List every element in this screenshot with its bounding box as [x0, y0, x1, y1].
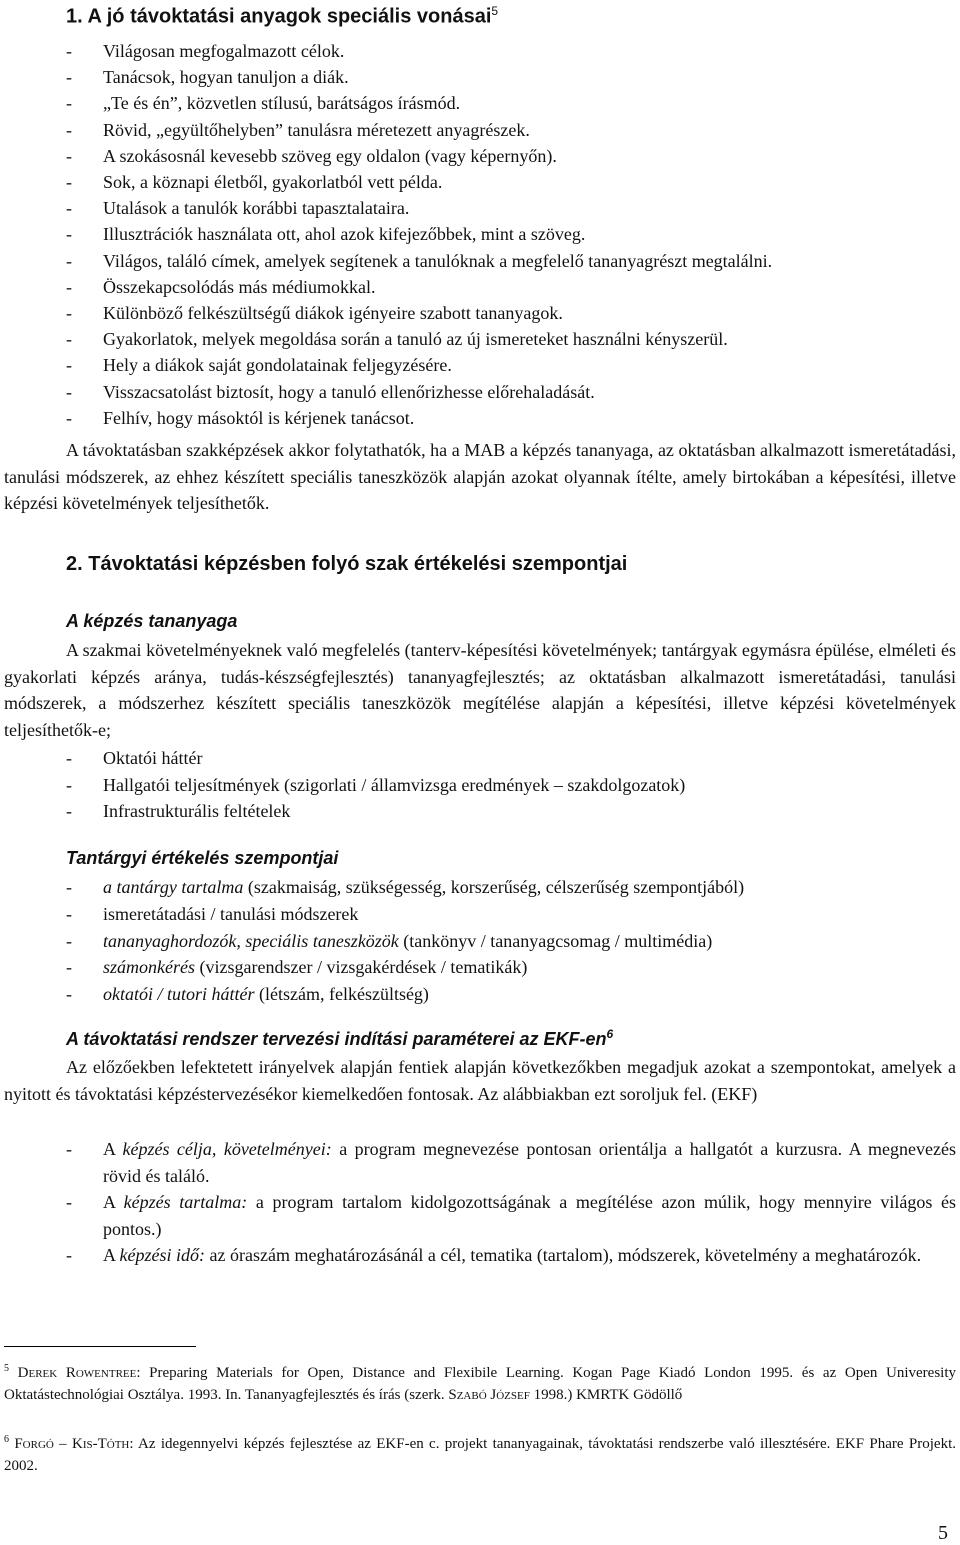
tananyag-paragraph: A szakmai követelményeknek való megfelelés (tanterv-képesítési követelmények; tantárgyak egymásra épülése, elméleti és gyakorlati képzés aránya, tudás-készségfejlesztés) tananyagfejlesztés; az oktatásban alkalmazott ismeretátadási, tanulási módszerek, a módszerhez készített speciális taneszközök megítélése alapján a képesítési, illetve képzési követelmények teljesíthetők-e; [4, 640, 956, 740]
list-item: - Világos, találó címek, amelyek segítenek a tanulóknak a megfelelő tananyagrészt megtalálni. [66, 250, 773, 271]
section-1-heading: 1. A jó távoktatási anyagok speciális vonásai$^5$ [66, 4, 499, 28]
footnote-divider [4, 1346, 196, 1347]
ekf-paragraph: Az előzőekben lefektetett irányelvek alapján fentiek alapján következőkben megadjuk azokat a szempontokat, amelyek a nyitott és távoktatási képzéstervezésékor kiemelkedően fontosak. Az alábbiakban ezt soroljuk fel. (EKF) [4, 1057, 956, 1104]
list-item: - Hely a diákok saját gondolatainak feljegyzésére. [66, 355, 452, 376]
footnote-ref-6[interactable]: 6 [606, 1027, 614, 1041]
list-item: - Világosan megfogalmazott célok. [66, 41, 345, 61]
tananyag-list [66, 745, 956, 825]
footnote-5: $^5$ Derek Rowentree: Preparing Materials for Open, Distance and Flexibile Learning. Kogan Page Kiadó London 1995. és az Open Univeresity Oktatástechnológiai Osztálya. 1993. In. Tananyagfejlesztés és írás (szerk. Szabó József 1998.) KMRTK Gödöllő [4, 1363, 957, 1403]
list-item: - Gyakorlatok, melyek megoldása során a tanuló az új ismereteket használni kényszerül. [66, 329, 728, 350]
list-item: - oktatói / tutori háttér (létszám, felkészültség) [66, 984, 429, 1005]
subheading-tananyag: A képzés tananyaga [66, 611, 238, 631]
list-item: - A képzés célja, követelményei: a program megnevezése pontosan orientálja a hallgatót a kurzusra. A megnevezés rövid és találó. [66, 1139, 956, 1186]
list-item: - tananyaghordozók, speciális taneszközök (tankönyv / tananyagcsomag / multimédia) [66, 930, 713, 951]
list-item: - „Te és én”, közvetlen stílusú, barátságos írásmód. [66, 93, 461, 114]
subheading-tantargyi: Tantárgyi értékelés szempontjai [66, 848, 339, 868]
footnote-6: $^6$ Forgó – Kis-Tóth: Az idegennyelvi képzés fejlesztése az EKF-en c. projekt tananyagainak, távoktatási rendszerbe való illesztésére. EKF Phare Projekt. 2002. [4, 1434, 956, 1474]
list-item: - Tanácsok, hogyan tanuljon a diák. [66, 67, 349, 88]
list-item: - számonkérés (vizsgarendszer / vizsgakérdések / tematikák) [66, 957, 528, 978]
list-item: - Infrastrukturális feltételek [66, 801, 291, 821]
list-item: - Illusztrációk használata ott, ahol azok kifejezőbbek, mint a szöveg. [66, 224, 586, 245]
section-2-heading: 2. Távoktatási képzésben folyó szak értékelési szempontjai [66, 553, 628, 575]
page-number: 5 [938, 1522, 948, 1544]
list-item: - Sok, a köznapi életből, gyakorlatból vett példa. [66, 172, 443, 193]
list-item: - A képzési idő: az óraszám meghatározásánál a cél, tematika (tartalom), módszerek, követelmény a meghatározók. [66, 1245, 922, 1265]
ekf-list [66, 1136, 956, 1269]
section-1-paragraph: A távoktatásban szakképzések akkor folytathatók, ha a MAB a képzés tananyaga, az oktatásban alkalmazott ismeretátadási, tanulási módszerek, az ehhez készített speciális taneszközök alapján azokat olyannak ítélte, amely birtokában a képesítési, illetve képzési követelmények teljesíthetők. [4, 440, 956, 513]
list-item: - Oktatói háttér [66, 748, 203, 768]
list-item: - Visszacsatolást biztosít, hogy a tanuló ellenőrizhesse előrehaladását. [66, 381, 595, 402]
list-item: - A képzés tartalma: a program tartalom kidolgozottságának a megítélése azon múlik, hogy mennyire világos és pontos.) [66, 1192, 957, 1239]
list-item: - Hallgatói teljesítmények (szigorlati / államvizsga eredmények – szakdolgozatok) [66, 774, 686, 795]
list-item: - Összekapcsolódás más médiumokkal. [66, 276, 376, 297]
list-item: - Különböző felkészültségű diákok igényeire szabott tananyagok. [66, 303, 563, 324]
list-item: - ismeretátadási / tanulási módszerek [66, 903, 359, 924]
list-item: - Rövid, „együltőhelyben” tanulásra méretezett anyagrészek. [66, 119, 530, 140]
tantargyi-list [66, 874, 956, 1008]
list-item: - a tantárgy tartalma (szakmaiság, szükségesség, korszerűség, célszerűség szempontjából) [66, 877, 745, 897]
list-item: - Felhív, hogy másoktól is kérjenek tanácsot. [66, 407, 415, 428]
list-item: - A szokásosnál kevesebb szöveg egy oldalon (vagy képernyőn). [66, 145, 557, 166]
subheading-ekf: A távoktatási rendszer tervezési indítási paraméterei az EKF-$en^6$ [66, 1027, 614, 1049]
list-item: - Utalások a tanulók korábbi tapasztalataira. [66, 198, 410, 219]
features-list [66, 38, 956, 431]
footnote-ref-5[interactable]: 5 [491, 4, 499, 18]
